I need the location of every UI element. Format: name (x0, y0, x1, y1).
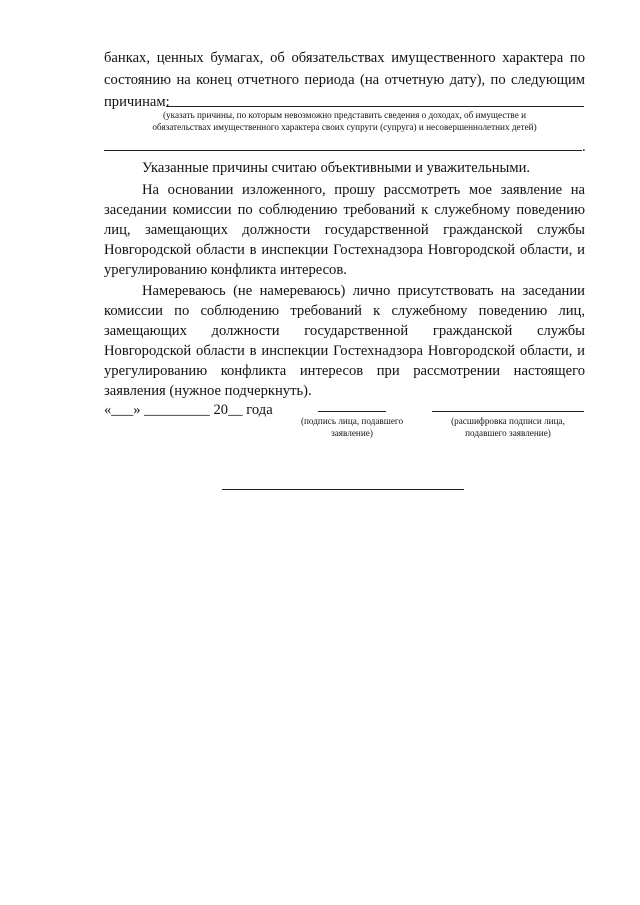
reasons-continuation-line (104, 150, 582, 151)
para1-line1: банках, ценных бумагах, об обязательствах имущественного характера по (104, 50, 585, 66)
signature-line (318, 411, 386, 412)
hint-line1: (указать причины, по которым невозможно представить сведения о доходах, об имуществе и (162, 110, 526, 120)
para3-line3: лиц, замещающих должности государственной гражданской службы (104, 222, 585, 238)
para4-line2: комиссии по соблюдению требований к служебному поведению лиц, (104, 303, 585, 319)
para3-line5: урегулированию конфликта интересов. (104, 262, 347, 278)
decryption-caption-line2: подавшего заявление) (465, 428, 551, 438)
date-line: «___» _________ 20__ года (104, 402, 273, 418)
closing-separator (222, 489, 464, 490)
signature-caption-line1: (подпись лица, подавшего (300, 416, 404, 426)
para4-line3: замещающих должности государственной гражданской службы (104, 323, 585, 339)
reasons-end-dot: . (582, 139, 586, 155)
para4-line1: Намереваюсь (не намереваюсь) лично присутствовать на заседании (142, 283, 585, 299)
para1-line2: состоянию на конец отчетного периода (на отчетную дату), по следующим (104, 72, 585, 88)
decryption-caption-line1: (расшифровка подписи лица, (451, 416, 565, 426)
para2: Указанные причины считаю объективными и уважительными. (142, 160, 531, 176)
para4-line4: Новгородской области в инспекции Гостехнадзора Новгородской области, и (104, 343, 585, 359)
hint-line2: обязательствах имущественного характера своих супруги (супруга) и несовершеннолетних детей) (152, 122, 537, 132)
para3-line1: На основании изложенного, прошу рассмотреть мое заявление на (142, 182, 585, 198)
para4-line6: заявления (нужное подчеркнуть). (104, 383, 312, 399)
para1-line3: причинам: (104, 94, 170, 110)
para4-line5: урегулированию конфликта интересов при рассмотрении настоящего (104, 363, 585, 379)
signature-caption-line2: заявление) (331, 428, 373, 438)
para3-line2: заседании комиссии по соблюдению требований к служебному поведению (104, 202, 585, 218)
decryption-line (432, 411, 584, 412)
reasons-underline (166, 106, 584, 107)
para3-line4: Новгородской области в инспекции Гостехнадзора Новгородской области, и (104, 242, 585, 258)
